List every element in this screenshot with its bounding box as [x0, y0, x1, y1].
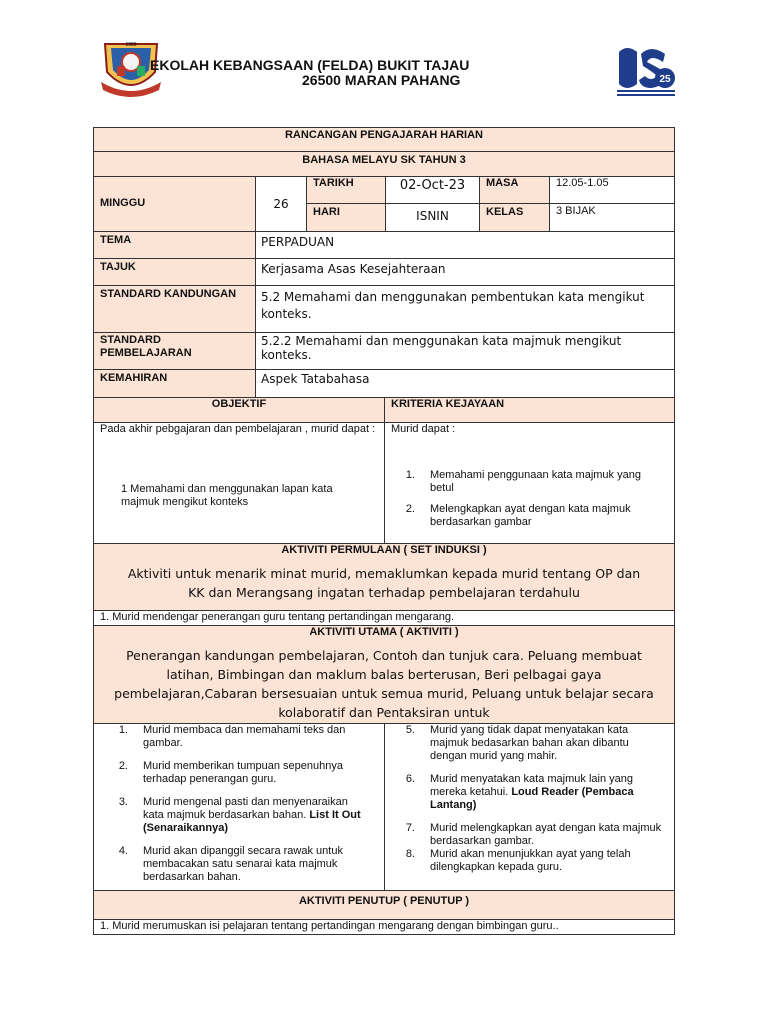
utama-item — [108, 724, 370, 750]
penutup-item-cell — [93, 919, 675, 935]
minggu-label: MINGGU — [100, 197, 146, 209]
kriteria-header-cell — [384, 397, 675, 423]
school-name-heading — [150, 58, 480, 88]
kemahiran-value: Aspek Tatabahasa — [261, 372, 370, 386]
masa-label: MASA — [486, 177, 519, 189]
tajuk-label-cell — [93, 258, 256, 286]
list-text — [128, 724, 370, 750]
list-number: 2. — [118, 760, 128, 772]
utama-item — [395, 848, 663, 874]
anniversary-logo — [615, 44, 677, 98]
utama-item — [108, 845, 370, 884]
item-text: Murid akan menunjukkan ayat yang telah dilengkapkan kepada guru. — [430, 848, 631, 873]
kriteria-body — [384, 422, 675, 544]
kriteria-item — [395, 469, 665, 495]
item-text: Murid menyatakan kata majmuk lain yang mereka ketahui. — [430, 773, 633, 798]
objektif-item: 1 Memahami dan menggunakan lapan kata majmuk mengikut konteks — [121, 483, 333, 508]
utama-desc: Penerangan kandungan pembelajaran, Contoh dan tunjuk cara. Peluang membuat latihan, Bimbingan dan maklum balas berterusan, Beri pelbagai gaya pembelajaran,Cabaran bersesuaian untuk semua murid, Peluang untuk belajar secara kolaboratif dan Pentaksiran untuk — [114, 648, 654, 720]
strategy-name: Loud Reader (Pembaca Lantang) — [430, 786, 634, 811]
list-text — [415, 848, 663, 874]
tema-label: TEMA — [100, 234, 132, 246]
hari-value: ISNIN — [416, 209, 449, 223]
penutup-item: 1. Murid merumuskan isi pelajaran tentang pertandingan mengarang dengan bimbingan guru.. — [100, 920, 559, 932]
kemahiran-value-cell — [255, 369, 675, 398]
objektif-body — [93, 422, 385, 544]
utama-left-cell — [93, 723, 385, 891]
utama-item — [395, 822, 663, 848]
utama-item — [395, 724, 663, 763]
list-number: 2. — [405, 503, 415, 515]
list-number: 5. — [405, 724, 415, 736]
crest-year-text: 1985 — [125, 42, 137, 48]
sp-label: STANDARD PEMBELAJARAN — [100, 334, 192, 359]
kriteria-item — [395, 503, 665, 529]
tajuk-value: Kerjasama Asas Kesejahteraan — [261, 262, 446, 276]
item-text: Murid membaca dan memahami teks dan gambar. — [143, 724, 346, 749]
tarikh-label-cell — [306, 176, 386, 204]
item-text: Murid melengkapkan ayat dengan kata majmuk berdasarkan gambar. — [430, 822, 662, 847]
list-text — [128, 760, 370, 786]
kriteria-list — [395, 469, 665, 529]
kemahiran-label-cell — [93, 369, 256, 398]
list-number: 7. — [405, 822, 415, 834]
sp-value-cell — [255, 332, 675, 370]
penutup-header: AKTIVITI PENUTUP ( PENUTUP ) — [93, 890, 675, 920]
tarikh-label: TARIKH — [313, 177, 354, 189]
masa-value: 12.05-1.05 — [556, 177, 609, 189]
objektif-header: OBJEKTIF — [93, 397, 385, 423]
list-text — [415, 822, 663, 848]
objektif-intro: Pada akhir pebgajaran dan pembelajaran , murid dapat : — [100, 423, 376, 435]
school-name-line: EKOLAH KEBANGSAAN (FELDA) BUKIT TAJAU — [150, 57, 470, 73]
hari-label: HARI — [313, 206, 340, 218]
sp-label-cell — [93, 332, 256, 370]
list-text: Melengkapkan ayat dengan kata majmuk berdasarkan gambar — [430, 503, 631, 528]
sp-value: 5.2.2 Memahami dan menggunakan kata majmuk mengikut konteks. — [261, 334, 622, 362]
masa-value-cell — [549, 176, 675, 204]
utama-item — [108, 796, 370, 835]
minggu-label-cell — [93, 176, 256, 232]
sk-label: STANDARD KANDUNGAN — [100, 288, 237, 300]
utama-item — [395, 773, 663, 812]
sk-value: 5.2 Memahami dan menggunakan pembentukan kata mengikut konteks. — [261, 290, 645, 321]
utama-left-list — [108, 724, 370, 884]
utama-right-cell — [384, 723, 675, 891]
permulaan-item-cell — [93, 610, 675, 626]
list-text — [415, 773, 663, 812]
list-text — [415, 724, 663, 763]
list-text — [128, 796, 370, 835]
permulaan-header: AKTIVITI PERMULAAN ( SET INDUKSI ) — [281, 544, 487, 556]
item-text: Murid mengenal pasti dan menyenaraikan kata majmuk berdasarkan bahan. — [143, 796, 348, 821]
utama-section — [93, 625, 675, 724]
kelas-value: 3 BIJAK — [556, 205, 596, 217]
kelas-label: KELAS — [486, 206, 524, 218]
list-number: 1. — [405, 469, 415, 481]
item-text: Murid akan dipanggil secara rawak untuk membacakan satu senarai kata majmuk berdasarkan bahan. — [143, 845, 343, 883]
minggu-value-cell — [255, 176, 307, 232]
tarikh-value: 02-Oct-23 — [399, 178, 466, 193]
kelas-value-cell — [549, 203, 675, 232]
tema-value-cell — [255, 231, 675, 259]
utama-right-list — [395, 724, 663, 874]
lesson-plan-table — [93, 127, 675, 935]
kriteria-header: KRITERIA KEJAYAAN — [391, 398, 505, 410]
list-text — [128, 845, 370, 884]
list-number: 6. — [405, 773, 415, 785]
kelas-label-cell — [479, 203, 550, 232]
tema-value: PERPADUAN — [261, 235, 335, 249]
permulaan-item: 1. Murid mendengar penerangan guru tentang pertandingan mengarang. — [100, 611, 455, 623]
masa-label-cell — [479, 176, 550, 204]
permulaan-desc: Aktiviti untuk menarik minat murid, memaklumkan kepada murid tentang OP dan KK dan Merangsang ingatan terhadap pembelajaran terdahulu — [127, 566, 641, 600]
kriteria-intro: Murid dapat : — [391, 423, 456, 435]
permulaan-section — [93, 543, 675, 611]
tajuk-value-cell — [255, 258, 675, 286]
list-number: 4. — [118, 845, 128, 857]
list-number: 8. — [405, 848, 415, 860]
sk-value-cell — [255, 285, 675, 333]
utama-header: AKTIVITI UTAMA ( AKTIVITI ) — [309, 626, 459, 638]
subject-title: BAHASA MELAYU SK TAHUN 3 — [93, 151, 675, 177]
tarikh-value-cell — [385, 176, 480, 204]
sk-label-cell — [93, 285, 256, 333]
hari-value-cell — [385, 203, 480, 232]
school-address-line: 26500 MARAN PAHANG — [302, 72, 461, 88]
tema-label-cell — [93, 231, 256, 259]
kemahiran-label: KEMAHIRAN — [100, 372, 168, 384]
list-number: 1. — [118, 724, 128, 736]
item-text: Murid memberikan tumpuan sepenuhnya terhadap penerangan guru. — [143, 760, 343, 785]
list-number: 3. — [118, 796, 128, 808]
minggu-value: 26 — [273, 197, 289, 211]
tajuk-label: TAJUK — [100, 261, 136, 273]
hari-label-cell — [306, 203, 386, 232]
plan-title: RANCANGAN PENGAJARAH HARIAN — [93, 127, 675, 152]
strategy-name: List It Out (Senaraikannya) — [143, 809, 361, 834]
list-text: Memahami penggunaan kata majmuk yang betul — [430, 469, 641, 494]
anniversary-number: 25 — [659, 74, 671, 85]
item-text: Murid yang tidak dapat menyatakan kata majmuk bedasarkan bahan akan dibantu dengan murid yang mahir. — [430, 724, 629, 762]
utama-item — [108, 760, 370, 786]
